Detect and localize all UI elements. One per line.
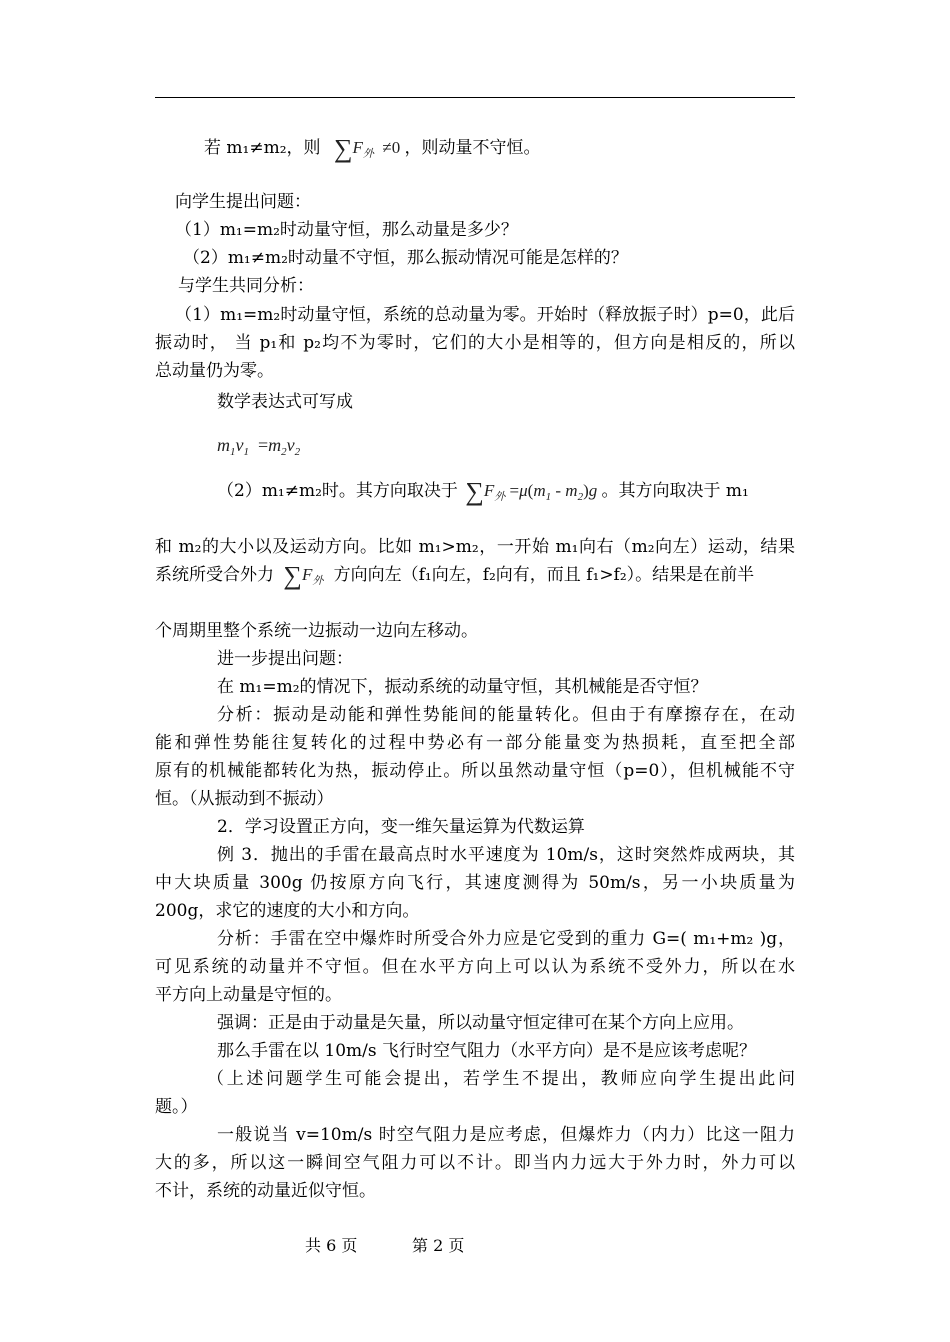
footer-page-number: 第 2 页 <box>412 1236 465 1255</box>
sum-force-symbol: $\sum F_外$ <box>283 561 324 590</box>
text-segment: 若 m₁≠m₂，则 <box>204 138 321 158</box>
text-segment: 方向向左（f₁向左，f₂向有，而且 f₁>f₂）。结果是在前半 <box>333 565 755 585</box>
text-line-14: 个周期里整个系统一边振动一边向左移动。 <box>155 621 478 641</box>
text-line-2: 向学生提出问题： <box>175 192 311 212</box>
text-line-33: 大的多，所以这一瞬间空气阻力可以不计。即当内力远大于外力时，外力可以 <box>155 1153 795 1173</box>
momentum-equation: $m_1v_1 =m_2v_2$ <box>217 435 301 458</box>
text-line-19: 原有的机械能都转化为热，振动停止。所以虽然动量守恒（p=0），但机械能不守 <box>155 761 795 781</box>
text-line-29: 那么手雷在以 10m/s 飞行时空气阻力（水平方向）是不是应该考虑呢？ <box>217 1041 757 1061</box>
text-line-3: （1）m₁=m₂时动量守恒，那么动量是多少？ <box>175 220 518 240</box>
text-line-17: 分析：振动是动能和弹性势能间的能量转化。但由于有摩擦存在，在动 <box>217 705 795 725</box>
text-line-6: （1）m₁=m₂时动量守恒，系统的总动量为零。开始时（释放振子时）p=0，此后 <box>175 305 795 325</box>
text-segment: （2）m₁≠m₂时。其方向取决于 <box>217 481 458 501</box>
footer-total-pages: 共 6 页 <box>305 1236 358 1255</box>
text-line-28: 强调：正是由于动量是矢量，所以动量守恒定律可在某个方向上应用。 <box>217 1013 744 1033</box>
text-line-13 <box>155 561 755 592</box>
text-line-25: 分析：手雷在空中爆炸时所受合外力应是它受到的重力 G=( m₁+m₂ )g， <box>217 929 795 949</box>
text-line-4: （2）m₁≠m₂时动量不守恒，那么振动情况可能是怎样的？ <box>183 248 628 268</box>
text-segment: 。其方向取决于 m₁ <box>601 481 749 501</box>
text-line-31: 题。） <box>155 1097 198 1117</box>
text-line-20: 恒。（从振动到不振动） <box>155 789 334 809</box>
text-segment: 系统所受合外力 <box>155 565 274 585</box>
text-line-8: 总动量仍为零。 <box>155 361 274 381</box>
text-line-1 <box>204 134 541 165</box>
sum-force-formula: $\sum F_外 \ne 0$ <box>333 134 401 163</box>
text-line-9: 数学表达式可写成 <box>217 392 353 412</box>
text-line-30: （上述问题学生可能会提出，若学生不提出，教师应向学生提出此问 <box>207 1069 795 1089</box>
text-line-34: 不计，系统的动量近似守恒。 <box>155 1181 376 1201</box>
text-line-21: 2．学习设置正方向，变一维矢量运算为代数运算 <box>217 817 585 837</box>
text-line-26: 可见系统的动量并不守恒。但在水平方向上可以认为系统不受外力，所以在水 <box>155 957 795 977</box>
friction-force-formula: $\sum F_外 =\mu(m_1 - m_2)g$ <box>465 477 598 506</box>
text-line-27: 平方向上动量是守恒的。 <box>155 985 342 1005</box>
text-line-24: 200g，求它的速度的大小和方向。 <box>155 901 420 921</box>
text-line-12: 和 m₂的大小以及运动方向。比如 m₁>m₂，一开始 m₁向右（m₂向左）运动，结果 <box>155 537 795 557</box>
text-line-7: 振动时， 当 p₁和 p₂均不为零时，它们的大小是相等的，但方向是相反的，所以 <box>155 333 795 353</box>
text-line-22: 例 3．抛出的手雷在最高点时水平速度为 10m/s，这时突然炸成两块，其 <box>217 845 795 865</box>
text-line-5: 与学生共同分析： <box>178 276 314 296</box>
text-line-23: 中大块质量 300g 仍按原方向飞行，其速度测得为 50m/s，另一小块质量为 <box>155 873 795 893</box>
text-line-11 <box>217 477 749 508</box>
text-line-18: 能和弹性势能往复转化的过程中势必有一部分能量变为热损耗，直至把全部 <box>155 733 795 753</box>
text-line-15: 进一步提出问题： <box>217 649 353 669</box>
text-segment: ，则动量不守恒。 <box>404 138 541 158</box>
text-line-16: 在 m₁=m₂的情况下，振动系统的动量守恒，其机械能是否守恒？ <box>217 677 708 697</box>
text-line-32: 一般说当 v=10m/s 时空气阻力是应考虑，但爆炸力（内力）比这一阻力 <box>217 1125 795 1145</box>
header-rule <box>155 97 795 98</box>
